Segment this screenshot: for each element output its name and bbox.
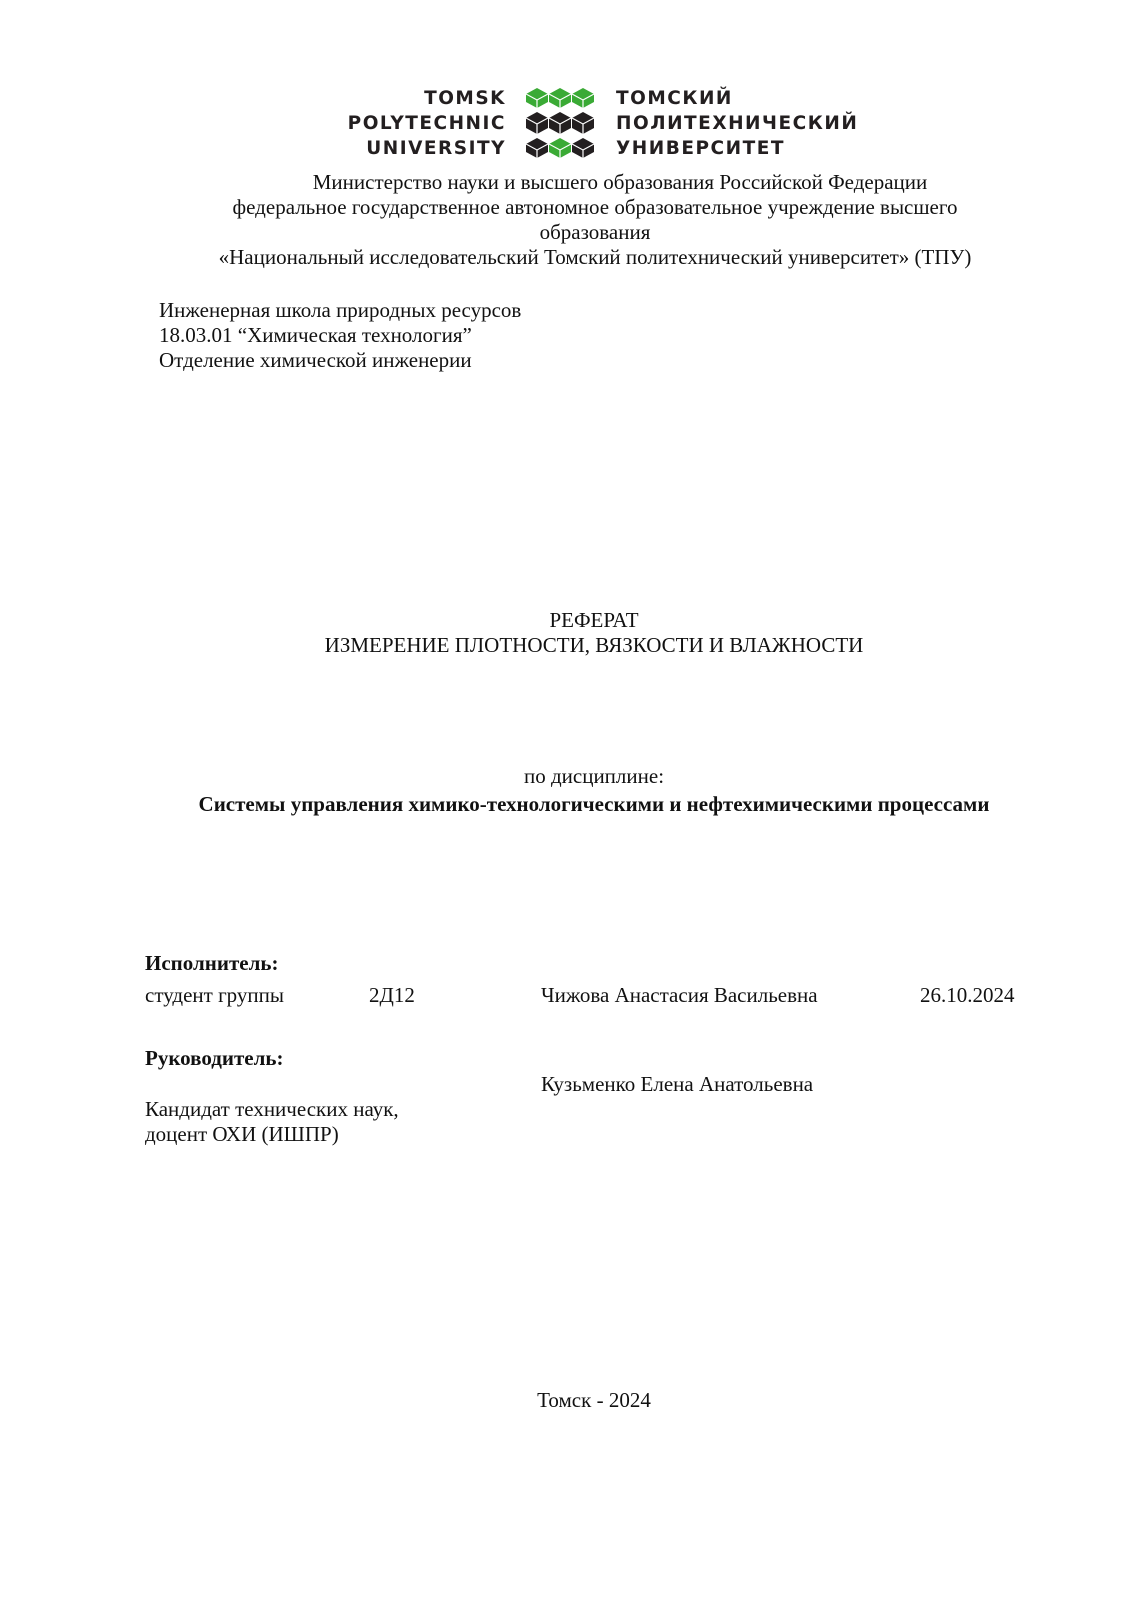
executor-date: 26.10.2024: [920, 983, 1015, 1007]
document-type: РЕФЕРАТ: [549, 608, 639, 632]
header-block: [190, 170, 1000, 270]
logo-line: ПОЛИТЕХНИЧЕСКИЙ: [616, 113, 859, 134]
logo-line: ТОМСКИЙ: [616, 88, 733, 109]
supervisor-title: [145, 1097, 399, 1147]
university-line: «Национальный исследовательский Томский политехнический университет» (ТПУ): [218, 245, 972, 269]
discipline-label: по дисциплине:: [523, 764, 665, 788]
executor-group: 2Д12: [369, 983, 415, 1007]
executor-role: студент группы: [145, 983, 284, 1007]
discipline-name: Системы управления химико-технологическими и нефтехимическими процессами: [198, 792, 990, 816]
supervisor-heading: Руководитель:: [145, 1046, 284, 1070]
supervisor-position: доцент ОХИ (ИШПР): [145, 1122, 339, 1146]
supervisor-name: Кузьменко Елена Анатольевна: [541, 1072, 814, 1096]
executor-heading: Исполнитель:: [145, 951, 279, 975]
logo-text-russian: [616, 86, 876, 161]
logo-line: UNIVERSITY: [366, 138, 506, 159]
school-name: Инженерная школа природных ресурсов: [159, 298, 522, 322]
title-block: [194, 608, 994, 658]
discipline-block: [94, 764, 1094, 817]
supervisor-degree: Кандидат технических наук,: [145, 1097, 399, 1121]
logo-line: УНИВЕРСИТЕТ: [616, 138, 785, 159]
executor-name: Чижова Анастасия Васильевна: [541, 983, 818, 1007]
division-name: Отделение химической инженерии: [159, 348, 472, 372]
department-block: [159, 298, 521, 373]
logo-line: POLYTECHNIC: [347, 113, 506, 134]
institution-line: образования: [539, 220, 651, 244]
institution-line: федеральное государственное автономное образовательное учреждение высшего: [232, 195, 958, 219]
logo-text-english: [300, 86, 506, 161]
city-year: Томск - 2024: [537, 1388, 651, 1412]
ministry-line: Министерство науки и высшего образования Российской Федерации: [312, 170, 928, 194]
logo-line: TOMSK: [424, 88, 506, 109]
program-name: 18.03.01 “Химическая технология”: [159, 323, 472, 347]
university-logo-icon: [526, 88, 594, 158]
document-topic: ИЗМЕРЕНИЕ ПЛОТНОСТИ, ВЯЗКОСТИ И ВЛАЖНОСТИ: [324, 633, 864, 657]
